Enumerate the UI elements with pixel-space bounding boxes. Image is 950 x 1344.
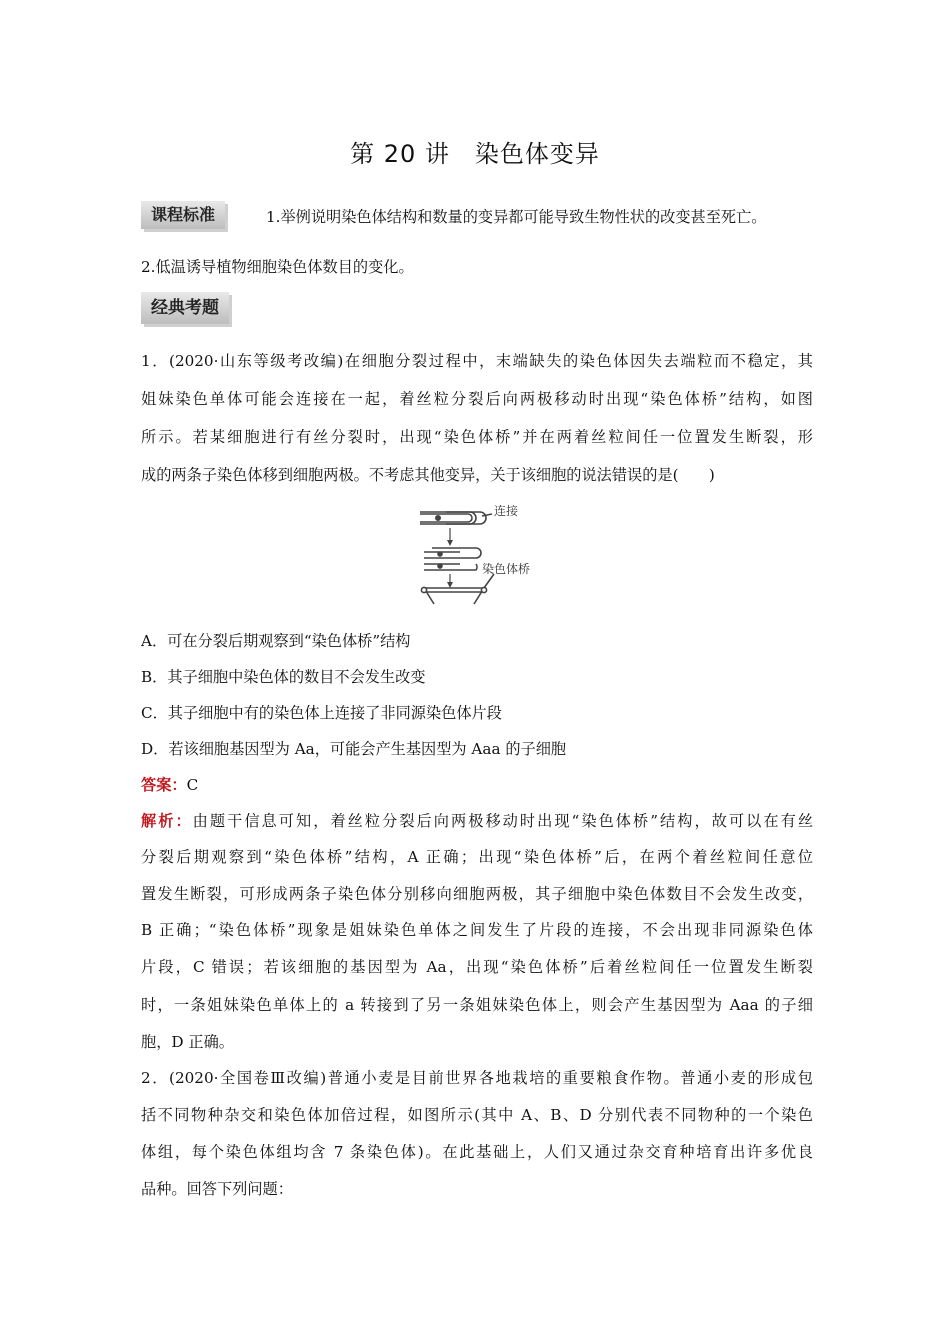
chromosome-split-drawing (424, 548, 481, 570)
q2-line-4: 品种。回答下列问题： (141, 1180, 293, 1198)
q1-line-1: 1．(2020·山东等级考改编)在细胞分裂过程中，末端缺失的染色体因失去端粒而不稳定，其 (141, 352, 813, 370)
analysis-line-1 (141, 810, 813, 831)
arrow-1-head (447, 540, 453, 546)
standard-item-1: 1.举例说明染色体结构和数量的变异都可能导致生物性状的改变甚至死亡。 (266, 208, 767, 226)
q2-line-2: 括不同物种杂交和染色体加倍过程，如图所示(其中 A、B、D 分别代表不同物种的一个染色 (141, 1106, 813, 1124)
chromosome-connect-drawing (420, 512, 492, 524)
option-b: B．其子细胞中染色体的数目不会发生改变 (141, 668, 426, 686)
classic-questions-tag: 经典考题 (141, 292, 229, 324)
answer-value: C (186, 776, 199, 794)
label-connect: 连接 (494, 504, 519, 518)
q1-line-4: 成的两条子染色体移到细胞两极。不考虑其他变异，关于该细胞的说法错误的是( ) (141, 466, 715, 484)
q2-line-1: 2．(2020·全国卷Ⅲ改编)普通小麦是目前世界各地栽培的重要粮食作物。普通小麦的形成包 (141, 1069, 813, 1087)
option-a: A．可在分裂后期观察到“染色体桥”结构 (141, 632, 411, 650)
analysis-line-4: B 正确；“染色体桥”现象是姐妹染色单体之间发生了片段的连接，不会出现非同源染色体 (141, 921, 813, 939)
analysis-line-5: 片段，C 错误；若该细胞的基因型为 Aa，出现“染色体桥”后着丝粒间任一位置发生断裂 (141, 958, 813, 976)
analysis-text-1: 由题干信息可知，着丝粒分裂后向两极移动时出现“染色体桥”结构，故可以在有丝 (192, 812, 814, 830)
q2-line-3: 体组，每个染色体组均含 7 条染色体)。在此基础上，人们又通过杂交育种培育出许多优良 (141, 1143, 813, 1161)
analysis-line-7: 胞，D 正确。 (141, 1033, 234, 1051)
q1-line-2: 姐妹染色单体可能会连接在一起，着丝粒分裂后向两极移动时出现“染色体桥”结构，如图 (141, 390, 813, 408)
label-bridge: 染色体桥 (482, 562, 531, 576)
analysis-line-2: 分裂后期观察到“染色体桥”结构，A 正确；出现“染色体桥”后，在两个着丝粒间任意位 (141, 848, 813, 866)
answer-line (141, 774, 813, 795)
q1-line-3: 所示。若某细胞进行有丝分裂时，出现“染色体桥”并在两着丝粒间任一位置发生断裂，形 (141, 428, 813, 446)
chromosome-bridge-drawing (421, 574, 494, 604)
chromosome-bridge-figure (410, 500, 550, 610)
option-c: C．其子细胞中有的染色体上连接了非同源染色体片段 (141, 704, 502, 722)
answer-label: 答案： (141, 776, 187, 794)
option-d: D．若该细胞基因型为 Aa，可能会产生基因型为 Aaa 的子细胞 (141, 740, 567, 758)
analysis-label: 解析： (141, 812, 193, 830)
page-title: 第 20 讲 染色体变异 (350, 140, 600, 168)
standard-item-2: 2.低温诱导植物细胞染色体数目的变化。 (141, 258, 414, 276)
arrow-2-head (447, 582, 453, 588)
analysis-line-6: 时，一条姐妹染色单体上的 a 转接到了另一条姐妹染色体上，则会产生基因型为 Aaa 的子细 (141, 996, 813, 1014)
analysis-line-3: 置发生断裂，可形成两条子染色体分别移向细胞两极，其子细胞中染色体数目不会发生改变， (141, 885, 813, 903)
course-standard-tag: 课程标准 (141, 201, 225, 229)
